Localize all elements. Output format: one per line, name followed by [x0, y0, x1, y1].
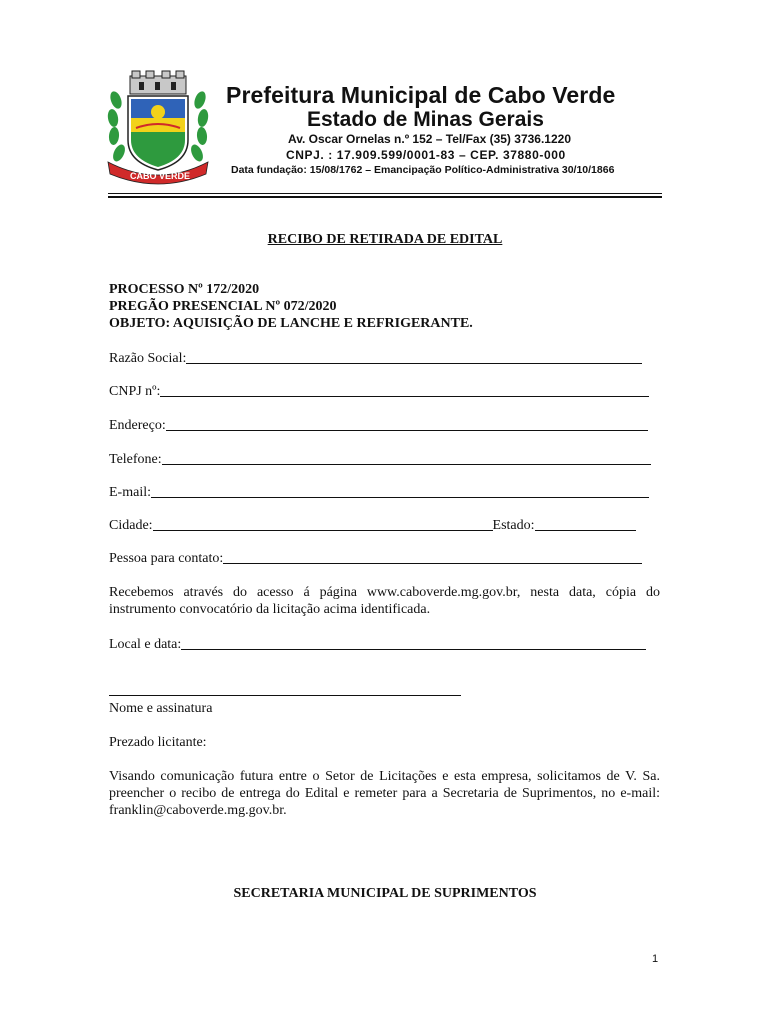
email-label: E-mail: — [109, 485, 151, 500]
cnpj-label: CNPJ nº: — [109, 384, 161, 399]
signature-line[interactable] — [109, 695, 461, 696]
organization-cnpj: CNPJ. : 17.909.599/0001-83 – CEP. 37880-000 — [286, 148, 566, 162]
organization-dates: Data fundação: 15/08/1762 – Emancipação Político-Administrativa 30/10/1866 — [231, 164, 615, 176]
telefone-line[interactable] — [162, 464, 651, 465]
razao-social-line[interactable] — [186, 363, 642, 364]
contato-field[interactable] — [109, 547, 642, 567]
email-field[interactable] — [109, 481, 649, 501]
process-number: PROCESSO Nº 172/2020 — [109, 282, 260, 297]
local-data-field[interactable] — [109, 633, 646, 653]
local-data-label: Local e data: — [109, 637, 182, 652]
email-line[interactable] — [151, 497, 649, 498]
page-number: 1 — [652, 953, 659, 965]
document-title: RECIBO DE RETIRADA DE EDITAL — [267, 232, 503, 247]
cidade-label: Cidade: — [109, 518, 153, 533]
pregao-number: PREGÃO PRESENCIAL Nº 072/2020 — [109, 299, 337, 314]
organization-address: Av. Oscar Ornelas n.º 152 – Tel/Fax (35) 3736.1220 — [288, 132, 571, 146]
header-rule-thick — [108, 196, 662, 198]
endereco-label: Endereço: — [109, 418, 166, 433]
local-data-line[interactable] — [181, 649, 646, 650]
razao-social-label: Razão Social: — [109, 351, 187, 366]
header-rule-thin — [108, 193, 662, 194]
cidade-estado-field[interactable] — [109, 514, 636, 534]
organization-subtitle: Estado de Minas Gerais — [307, 108, 544, 131]
estado-label: Estado: — [492, 518, 535, 533]
object-description: OBJETO: AQUISIÇÃO DE LANCHE E REFRIGERANTE. — [109, 316, 473, 331]
instruction-paragraph: Visando comunicação futura entre o Setor de Licitações e esta empresa, solicitamos de V. Sa. preencher o recibo de entrega do Edital e remeter para a Secretaria de Suprimentos, no e-mail: franklin@caboverde.mg.gov.br. — [109, 769, 660, 818]
cnpj-line[interactable] — [160, 396, 649, 397]
cidade-line[interactable] — [153, 530, 493, 531]
endereco-field[interactable] — [109, 414, 648, 434]
footer-department: SECRETARIA MUNICIPAL DE SUPRIMENTOS — [233, 886, 537, 901]
crest-ribbon-text: CABO VERDE — [130, 171, 191, 181]
estado-line[interactable] — [535, 530, 636, 531]
contato-line[interactable] — [223, 563, 642, 564]
receipt-paragraph: Recebemos através do acesso á página www.caboverde.mg.gov.br, nesta data, cópia do instrumento convocatório da licitação acima identificada. — [109, 585, 660, 617]
organization-title: Prefeitura Municipal de Cabo Verde — [226, 82, 616, 108]
contato-label: Pessoa para contato: — [109, 551, 224, 566]
signature-label: Nome e assinatura — [109, 701, 213, 716]
razao-social-field[interactable] — [109, 347, 642, 367]
telefone-field[interactable] — [109, 448, 651, 468]
endereco-line[interactable] — [166, 430, 648, 431]
telefone-label: Telefone: — [109, 452, 162, 467]
cnpj-field[interactable] — [109, 380, 649, 400]
greeting-text: Prezado licitante: — [109, 735, 207, 750]
